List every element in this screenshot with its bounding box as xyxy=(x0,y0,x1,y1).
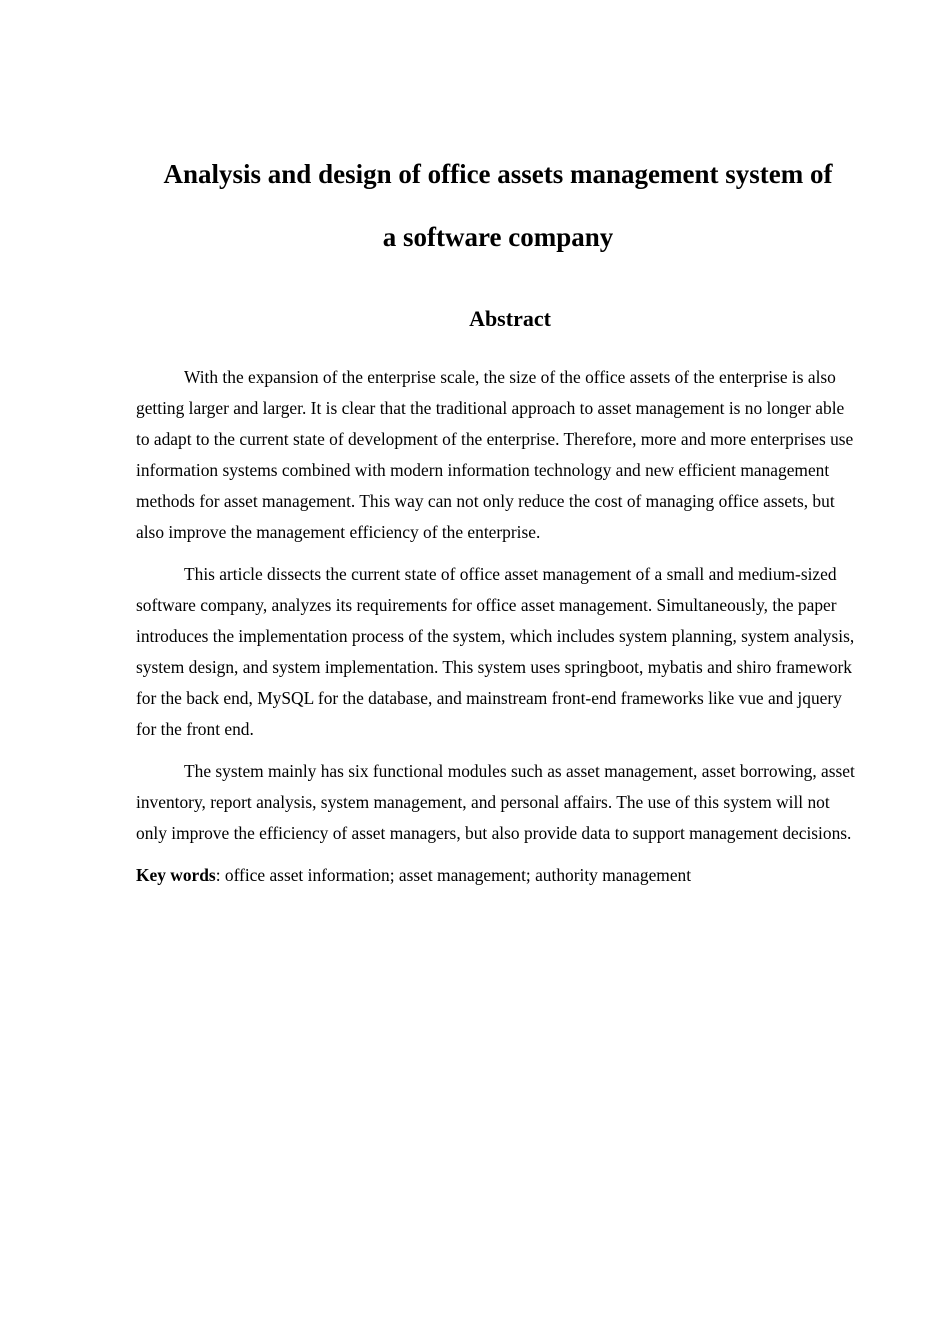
keywords-text: : office asset information; asset management; authority management xyxy=(215,865,692,885)
abstract-body xyxy=(136,362,860,891)
title-line-1: Analysis and design of office assets management system of xyxy=(163,159,833,189)
abstract-paragraph-1: With the expansion of the enterprise scale, the size of the office assets of the enterprise is also getting larger and larger. It is clear that the traditional approach to asset management is no longer able to adapt to the current state of development of the enterprise. Therefore, more and more enterprises use information systems combined with modern information technology and new efficient management methods for asset management. This way can not only reduce the cost of managing office assets, but also improve the management efficiency of the enterprise. xyxy=(136,367,854,542)
abstract-paragraph-3: The system mainly has six functional modules such as asset management, asset borrowing, asset inventory, report analysis, system management, and personal affairs. The use of this system will not only improve the efficiency of asset managers, but also provide data to support management decisions. xyxy=(136,761,855,843)
abstract-heading: Abstract xyxy=(469,306,551,331)
keywords-line xyxy=(136,860,860,891)
keywords-label: Key words xyxy=(136,865,216,885)
abstract-paragraph-2: This article dissects the current state of office asset management of a small and medium-sized software company, analyzes its requirements for office asset management. Simultaneously, the paper introduces the implementation process of the system, which includes system planning, system analysis, system design, and system implementation. This system uses springboot, mybatis and shiro framework for the back end, MySQL for the database, and mainstream front-end frameworks like vue and jquery for the front end. xyxy=(136,564,855,739)
title-line-2: a software company xyxy=(382,222,614,252)
